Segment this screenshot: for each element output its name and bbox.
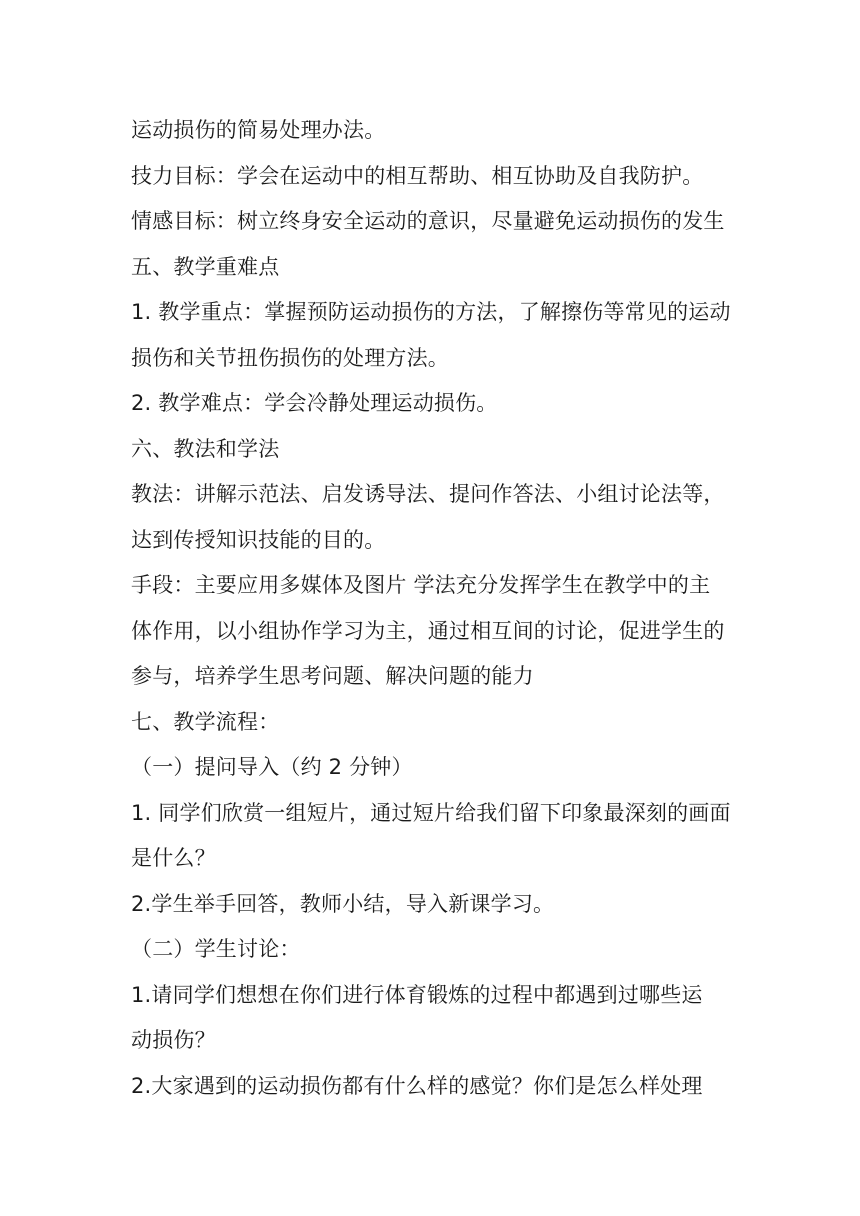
text-line: 2.大家遇到的运动损伤都有什么样的感觉？你们是怎么样处理	[131, 1073, 703, 1098]
text-line: 情感目标：树立终身安全运动的意识，尽量避免运动损伤的发生	[131, 209, 725, 233]
subsection-heading: （一）提问导入（约 2 分钟）	[131, 755, 413, 779]
section-heading: 六、教法和学法	[131, 436, 280, 461]
document-body	[131, 108, 731, 1109]
text-line: 2.学生举手回答，教师小结，导入新课学习。	[131, 891, 555, 916]
section-heading: 七、教学流程：	[131, 709, 280, 734]
text-line: 2. 教学难点：学会冷静处理运动损伤。	[131, 391, 498, 415]
text-line: 是什么？	[131, 846, 216, 870]
text-line: 体作用，以小组协作学习为主，通过相互间的讨论，促进学生的	[131, 618, 725, 643]
text-line: 技力目标：学会在运动中的相互帮助、相互协助及自我防护。	[131, 163, 704, 188]
text-line: 损伤和关节扭伤损伤的处理方法。	[131, 345, 449, 370]
text-line: 教法：讲解示范法、启发诱导法、提问作答法、小组讨论法等，	[131, 482, 725, 506]
text-line: 1. 同学们欣赏一组短片，通过短片给我们留下印象最深刻的画面	[131, 800, 731, 825]
text-line: 动损伤？	[131, 1028, 216, 1052]
text-line: 运动损伤的简易处理办法。	[131, 118, 386, 142]
subsection-heading: （二）学生讨论：	[131, 937, 301, 961]
text-line: 1.请同学们想想在你们进行体育锻炼的过程中都遇到过哪些运	[131, 982, 703, 1007]
text-line: 参与，培养学生思考问题、解决问题的能力	[131, 664, 534, 688]
text-line: 1. 教学重点：掌握预防运动损伤的方法，了解擦伤等常见的运动	[131, 300, 731, 324]
text-line: 达到传授知识技能的目的。	[131, 527, 386, 552]
section-heading: 五、教学重难点	[131, 254, 280, 279]
text-line: 手段：主要应用多媒体及图片 学法充分发挥学生在教学中的主	[131, 573, 711, 597]
